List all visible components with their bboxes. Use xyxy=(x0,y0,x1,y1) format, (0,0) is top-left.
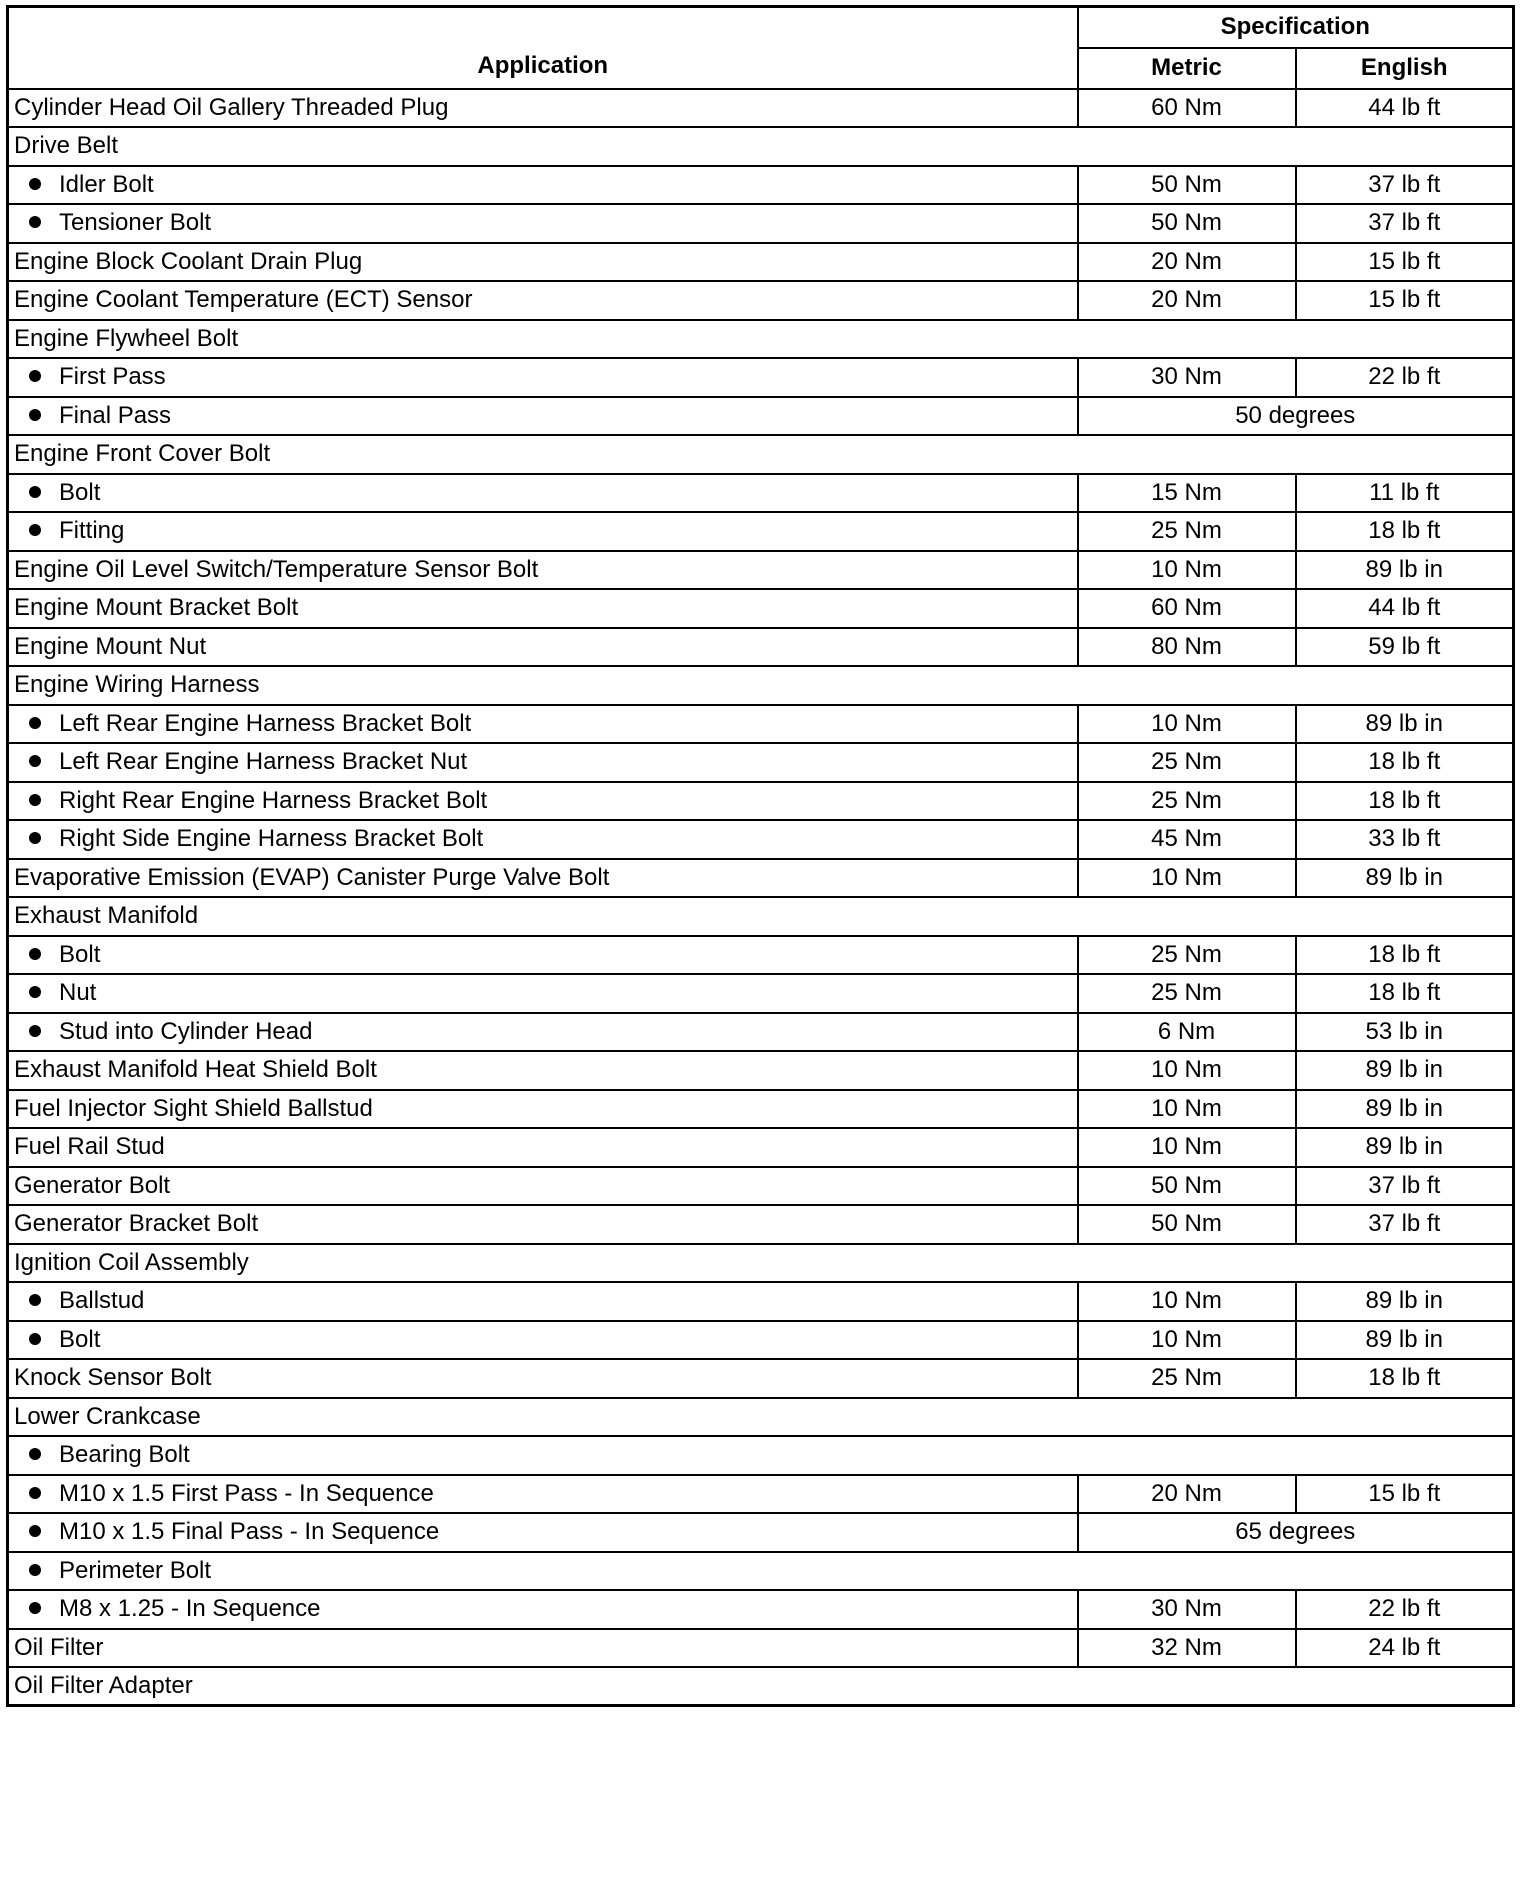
metric-value: 45 Nm xyxy=(1078,820,1296,859)
bullet-icon xyxy=(29,1564,41,1576)
english-value: 18 lb ft xyxy=(1296,782,1514,821)
bullet-icon xyxy=(29,1602,41,1614)
application-cell xyxy=(8,782,1078,821)
application-label: Fitting xyxy=(59,517,125,545)
application-cell xyxy=(8,1128,1078,1167)
application-cell xyxy=(8,1552,1514,1591)
table-row xyxy=(8,243,1514,282)
application-cell xyxy=(8,320,1514,359)
english-value: 15 lb ft xyxy=(1296,281,1514,320)
table-row xyxy=(8,1475,1514,1514)
metric-value: 25 Nm xyxy=(1078,743,1296,782)
metric-value: 30 Nm xyxy=(1078,358,1296,397)
metric-value: 20 Nm xyxy=(1078,243,1296,282)
table-row xyxy=(8,1167,1514,1206)
english-value: 11 lb ft xyxy=(1296,474,1514,513)
metric-value: 10 Nm xyxy=(1078,1128,1296,1167)
application-cell xyxy=(8,474,1078,513)
table-row xyxy=(8,859,1514,898)
application-label: Idler Bolt xyxy=(59,170,154,198)
application-cell xyxy=(8,89,1078,128)
application-cell xyxy=(8,1244,1514,1283)
bullet-icon xyxy=(29,794,41,806)
table-row xyxy=(8,1359,1514,1398)
table-row xyxy=(8,1205,1514,1244)
application-label: Right Rear Engine Harness Bracket Bolt xyxy=(59,786,488,814)
metric-value: 10 Nm xyxy=(1078,1282,1296,1321)
bullet-icon xyxy=(29,409,41,421)
application-label: Right Side Engine Harness Bracket Bolt xyxy=(59,825,484,853)
english-value: 22 lb ft xyxy=(1296,1590,1514,1629)
table-row xyxy=(8,1051,1514,1090)
application-cell xyxy=(8,281,1078,320)
application-cell xyxy=(8,1475,1078,1514)
metric-value: 25 Nm xyxy=(1078,936,1296,975)
application-cell xyxy=(8,859,1078,898)
application-cell xyxy=(8,936,1078,975)
application-cell xyxy=(8,127,1514,166)
application-cell xyxy=(8,705,1078,744)
spec-table-body xyxy=(8,89,1514,1706)
application-label: Left Rear Engine Harness Bracket Nut xyxy=(59,748,468,776)
application-cell xyxy=(8,1590,1078,1629)
application-cell xyxy=(8,974,1078,1013)
application-label: Engine Front Cover Bolt xyxy=(14,440,271,468)
metric-value: 60 Nm xyxy=(1078,589,1296,628)
english-value: 44 lb ft xyxy=(1296,589,1514,628)
table-row xyxy=(8,1552,1514,1591)
table-row xyxy=(8,204,1514,243)
table-row xyxy=(8,551,1514,590)
english-value: 37 lb ft xyxy=(1296,204,1514,243)
table-row xyxy=(8,474,1514,513)
english-value: 18 lb ft xyxy=(1296,936,1514,975)
bullet-icon xyxy=(29,1025,41,1037)
metric-value: 30 Nm xyxy=(1078,1590,1296,1629)
metric-value: 10 Nm xyxy=(1078,551,1296,590)
english-value: 18 lb ft xyxy=(1296,1359,1514,1398)
application-cell xyxy=(8,1051,1078,1090)
bullet-icon xyxy=(29,1333,41,1345)
english-value: 53 lb in xyxy=(1296,1013,1514,1052)
application-label: Engine Mount Nut xyxy=(14,632,207,660)
application-cell xyxy=(8,1013,1078,1052)
application-cell xyxy=(8,512,1078,551)
table-row xyxy=(8,397,1514,436)
metric-value: 32 Nm xyxy=(1078,1629,1296,1668)
application-label: Left Rear Engine Harness Bracket Bolt xyxy=(59,709,472,737)
bullet-icon xyxy=(29,524,41,536)
english-value: 18 lb ft xyxy=(1296,512,1514,551)
spec-value-spanned: 50 degrees xyxy=(1078,397,1514,436)
table-row xyxy=(8,628,1514,667)
table-row xyxy=(8,320,1514,359)
application-label: Oil Filter xyxy=(14,1633,104,1661)
english-value: 89 lb in xyxy=(1296,551,1514,590)
application-cell xyxy=(8,397,1078,436)
english-value: 18 lb ft xyxy=(1296,974,1514,1013)
specification-header: Specification xyxy=(1078,7,1514,48)
bullet-icon xyxy=(29,755,41,767)
application-label: Engine Wiring Harness xyxy=(14,671,260,699)
application-cell xyxy=(8,1398,1514,1437)
table-row xyxy=(8,666,1514,705)
application-cell xyxy=(8,551,1078,590)
application-label: Oil Filter Adapter xyxy=(14,1672,193,1699)
english-value: 89 lb in xyxy=(1296,705,1514,744)
english-value: 59 lb ft xyxy=(1296,628,1514,667)
application-cell xyxy=(8,1090,1078,1129)
application-cell xyxy=(8,1321,1078,1360)
metric-value: 50 Nm xyxy=(1078,204,1296,243)
metric-value: 50 Nm xyxy=(1078,166,1296,205)
table-row xyxy=(8,358,1514,397)
application-label: Engine Flywheel Bolt xyxy=(14,324,239,352)
application-label: Exhaust Manifold xyxy=(14,902,199,930)
bullet-icon xyxy=(29,486,41,498)
table-row xyxy=(8,782,1514,821)
metric-value: 60 Nm xyxy=(1078,89,1296,128)
application-label: Engine Mount Bracket Bolt xyxy=(14,594,299,622)
application-cell xyxy=(8,820,1078,859)
application-cell xyxy=(8,628,1078,667)
metric-value: 25 Nm xyxy=(1078,1359,1296,1398)
application-cell xyxy=(8,1629,1078,1668)
table-row xyxy=(8,1590,1514,1629)
bullet-icon xyxy=(29,1294,41,1306)
english-value: 33 lb ft xyxy=(1296,820,1514,859)
bullet-icon xyxy=(29,986,41,998)
english-value: 24 lb ft xyxy=(1296,1629,1514,1668)
table-row xyxy=(8,1282,1514,1321)
table-row xyxy=(8,1090,1514,1129)
english-value: 37 lb ft xyxy=(1296,1205,1514,1244)
table-row xyxy=(8,1013,1514,1052)
application-cell xyxy=(8,589,1078,628)
metric-value: 10 Nm xyxy=(1078,1090,1296,1129)
bullet-icon xyxy=(29,832,41,844)
table-row xyxy=(8,166,1514,205)
metric-value: 10 Nm xyxy=(1078,1321,1296,1360)
bullet-icon xyxy=(29,370,41,382)
application-label: Exhaust Manifold Heat Shield Bolt xyxy=(14,1056,377,1084)
application-cell xyxy=(8,743,1078,782)
table-row xyxy=(8,435,1514,474)
table-row xyxy=(8,1244,1514,1283)
application-label: Bolt xyxy=(59,940,101,968)
application-label: Engine Coolant Temperature (ECT) Sensor xyxy=(14,286,473,314)
english-value: 89 lb in xyxy=(1296,859,1514,898)
metric-header: Metric xyxy=(1078,48,1296,89)
table-row xyxy=(8,589,1514,628)
table-row xyxy=(8,89,1514,128)
application-label: Fuel Injector Sight Shield Ballstud xyxy=(14,1094,373,1122)
application-cell xyxy=(8,666,1514,705)
metric-value: 10 Nm xyxy=(1078,705,1296,744)
metric-value: 10 Nm xyxy=(1078,859,1296,898)
english-value: 89 lb in xyxy=(1296,1090,1514,1129)
metric-value: 25 Nm xyxy=(1078,974,1296,1013)
english-value: 37 lb ft xyxy=(1296,1167,1514,1206)
table-row xyxy=(8,1321,1514,1360)
application-cell xyxy=(8,204,1078,243)
application-cell xyxy=(8,1359,1078,1398)
english-value: 37 lb ft xyxy=(1296,166,1514,205)
application-label: Bolt xyxy=(59,478,101,506)
metric-value: 15 Nm xyxy=(1078,474,1296,513)
metric-value: 10 Nm xyxy=(1078,1051,1296,1090)
metric-value: 25 Nm xyxy=(1078,512,1296,551)
metric-value: 80 Nm xyxy=(1078,628,1296,667)
application-label: Cylinder Head Oil Gallery Threaded Plug xyxy=(14,93,449,121)
table-row xyxy=(8,897,1514,936)
application-label: Generator Bracket Bolt xyxy=(14,1210,259,1238)
english-value: 15 lb ft xyxy=(1296,1475,1514,1514)
table-row xyxy=(8,743,1514,782)
table-row xyxy=(8,1629,1514,1668)
table-row xyxy=(8,820,1514,859)
bullet-icon xyxy=(29,948,41,960)
english-value: 18 lb ft xyxy=(1296,743,1514,782)
metric-value: 25 Nm xyxy=(1078,782,1296,821)
application-label: Tensioner Bolt xyxy=(59,209,212,237)
table-row xyxy=(8,127,1514,166)
application-label: Bearing Bolt xyxy=(59,1441,190,1469)
application-cell xyxy=(8,243,1078,282)
application-cell xyxy=(8,358,1078,397)
spec-value-spanned: 65 degrees xyxy=(1078,1513,1514,1552)
application-label: Ballstud xyxy=(59,1287,145,1315)
application-label: M10 x 1.5 First Pass - In Sequence xyxy=(59,1479,434,1507)
metric-value: 6 Nm xyxy=(1078,1013,1296,1052)
english-value: 22 lb ft xyxy=(1296,358,1514,397)
table-row xyxy=(8,1436,1514,1475)
application-label: Lower Crankcase xyxy=(14,1402,201,1430)
torque-spec-sheet xyxy=(6,5,1512,1707)
application-label: Generator Bolt xyxy=(14,1171,171,1199)
application-label: Drive Belt xyxy=(14,132,119,160)
table-row xyxy=(8,974,1514,1013)
header-row xyxy=(8,7,1514,48)
application-cell xyxy=(8,166,1078,205)
application-label: Perimeter Bolt xyxy=(59,1556,212,1584)
metric-value: 50 Nm xyxy=(1078,1167,1296,1206)
application-label: Stud into Cylinder Head xyxy=(59,1017,313,1045)
application-label: First Pass xyxy=(59,363,166,391)
table-row xyxy=(8,936,1514,975)
table-row xyxy=(8,1128,1514,1167)
application-label: Evaporative Emission (EVAP) Canister Purge Valve Bolt xyxy=(14,863,610,891)
application-label: Bolt xyxy=(59,1325,101,1353)
metric-value: 20 Nm xyxy=(1078,1475,1296,1514)
application-label: Knock Sensor Bolt xyxy=(14,1364,212,1392)
application-cell xyxy=(8,1667,1514,1706)
application-cell xyxy=(8,1436,1514,1475)
table-row xyxy=(8,512,1514,551)
english-value: 89 lb in xyxy=(1296,1321,1514,1360)
application-label: Fuel Rail Stud xyxy=(14,1133,165,1161)
bullet-icon xyxy=(29,178,41,190)
application-label: M8 x 1.25 - In Sequence xyxy=(59,1595,321,1623)
english-value: 89 lb in xyxy=(1296,1128,1514,1167)
application-cell xyxy=(8,1513,1078,1552)
application-cell xyxy=(8,1167,1078,1206)
table-row xyxy=(8,1513,1514,1552)
application-cell xyxy=(8,1282,1078,1321)
application-label: Nut xyxy=(59,979,97,1007)
application-cell xyxy=(8,1205,1078,1244)
english-value: 15 lb ft xyxy=(1296,243,1514,282)
table-row xyxy=(8,705,1514,744)
english-value: 89 lb in xyxy=(1296,1282,1514,1321)
metric-value: 20 Nm xyxy=(1078,281,1296,320)
bullet-icon xyxy=(29,1487,41,1499)
table-row xyxy=(8,1667,1514,1706)
table-row xyxy=(8,1398,1514,1437)
application-label: Engine Block Coolant Drain Plug xyxy=(14,247,363,275)
application-label: Final Pass xyxy=(59,401,172,429)
bullet-icon xyxy=(29,1448,41,1460)
metric-value: 50 Nm xyxy=(1078,1205,1296,1244)
application-cell xyxy=(8,897,1514,936)
application-label: M10 x 1.5 Final Pass - In Sequence xyxy=(59,1518,440,1546)
english-value: 44 lb ft xyxy=(1296,89,1514,128)
english-header: English xyxy=(1296,48,1514,89)
fastener-spec-table xyxy=(6,5,1515,1707)
table-row xyxy=(8,281,1514,320)
application-header: Application xyxy=(8,7,1078,89)
bullet-icon xyxy=(29,1525,41,1537)
bullet-icon xyxy=(29,717,41,729)
bullet-icon xyxy=(29,216,41,228)
english-value: 89 lb in xyxy=(1296,1051,1514,1090)
application-label: Engine Oil Level Switch/Temperature Sensor Bolt xyxy=(14,555,539,583)
application-label: Ignition Coil Assembly xyxy=(14,1248,249,1276)
application-cell xyxy=(8,435,1514,474)
